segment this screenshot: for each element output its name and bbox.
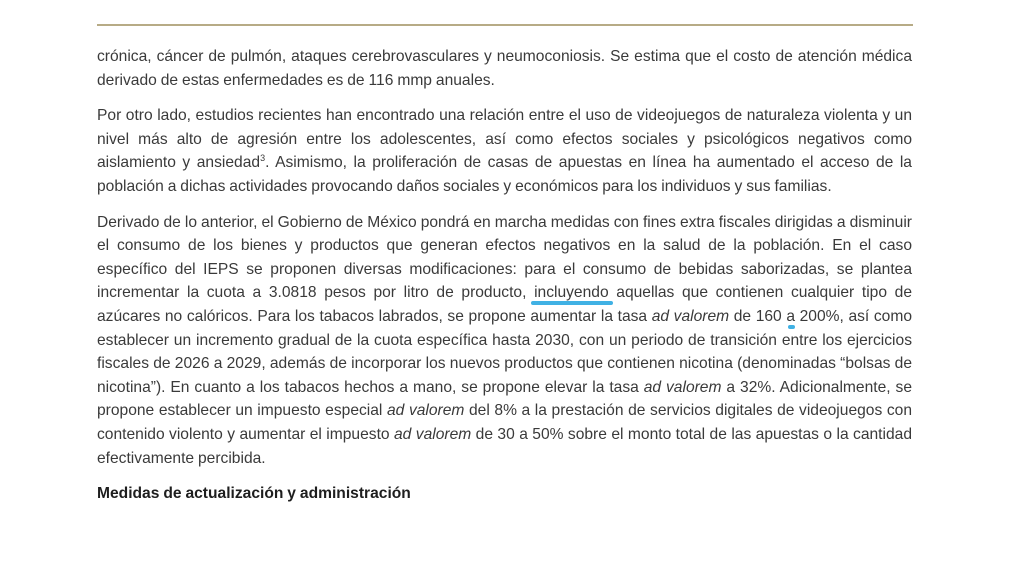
italic-ad-valorem: ad valorem <box>643 378 722 396</box>
header-rule <box>97 24 913 26</box>
paragraph-3-text-e: a 32%. Adicionalmente, se propone establecer un impuesto especial <box>97 378 912 420</box>
italic-ad-valorem: ad valorem <box>387 402 465 420</box>
highlight-incluyendo: incluyendo <box>534 284 609 302</box>
paragraph-2-text-b: . Asimismo, la proliferación de casas de apuestas en línea ha aumentado el acceso de la población a dichas actividades provocando daños sociales y económicos para los individuos y sus familias. <box>97 154 912 195</box>
paragraph-1 <box>97 45 912 92</box>
section-heading: Medidas de actualización y administración <box>97 485 411 503</box>
italic-ad-valorem: ad valorem <box>394 425 472 443</box>
italic-ad-valorem: ad valorem <box>651 307 730 325</box>
paragraph-3-text-g: de 30 a 50% sobre el monto total de las apuestas o la cantidad efectivamente percibida. <box>97 425 912 467</box>
paragraph-3-text-a: Derivado de lo anterior, el Gobierno de México pondrá en marcha medidas con fines extra fiscales dirigidas a disminuir el consumo de los bienes y productos que generan efectos negativos en la salud de la población. En el caso específico del IEPS se proponen diversas modificaciones: para el consumo de bebidas saborizadas, se plantea incrementar la cuota a 3.0818 pesos por litro de producto, <box>97 213 912 302</box>
paragraph-1-text: crónica, cáncer de pulmón, ataques cerebrovasculares y neumoconiosis. Se estima que el costo de atención médica derivado de estas enfermedades es de 116 mmp anuales. <box>97 48 912 89</box>
footnote-reference-3: 3 <box>260 153 266 164</box>
paragraph-3-text-f: del 8% a la prestación de servicios digitales de videojuegos con contenido violento y aumentar el impuesto <box>97 402 912 443</box>
document-body <box>97 45 912 506</box>
paragraph-3 <box>97 211 912 471</box>
paragraph-3-text-b: aquellas que contienen <box>608 284 791 302</box>
paragraph-3-text-d: de 160 a 200%, así como establecer un incremento gradual de la cuota específica hasta 2030, con un periodo de transición entre los ejercicios fiscales de 2026 a 2029, además de incorporar los nuevos productos que contienen nicotina (denominadas “bolsas de nicotina”). En cuanto a los tabacos hechos a mano, se propone elevar la tasa <box>97 307 912 396</box>
paragraph-2 <box>97 104 912 198</box>
paragraph-2-text-a: Por otro lado, estudios recientes han encontrado una relación entre el uso de videojuegos de naturaleza violenta y un nivel más alto de agresión entre los adolescentes, así como efectos sociales y psicológicos negativos como aislamiento y ansiedad <box>97 107 912 172</box>
paragraph-3-text-c: . Para los tabacos labrados, se propone aumentar la tasa <box>248 307 652 325</box>
highlight-azucares-no-caloricos: cualquier tipo de azúcares no calóricos <box>97 284 912 325</box>
